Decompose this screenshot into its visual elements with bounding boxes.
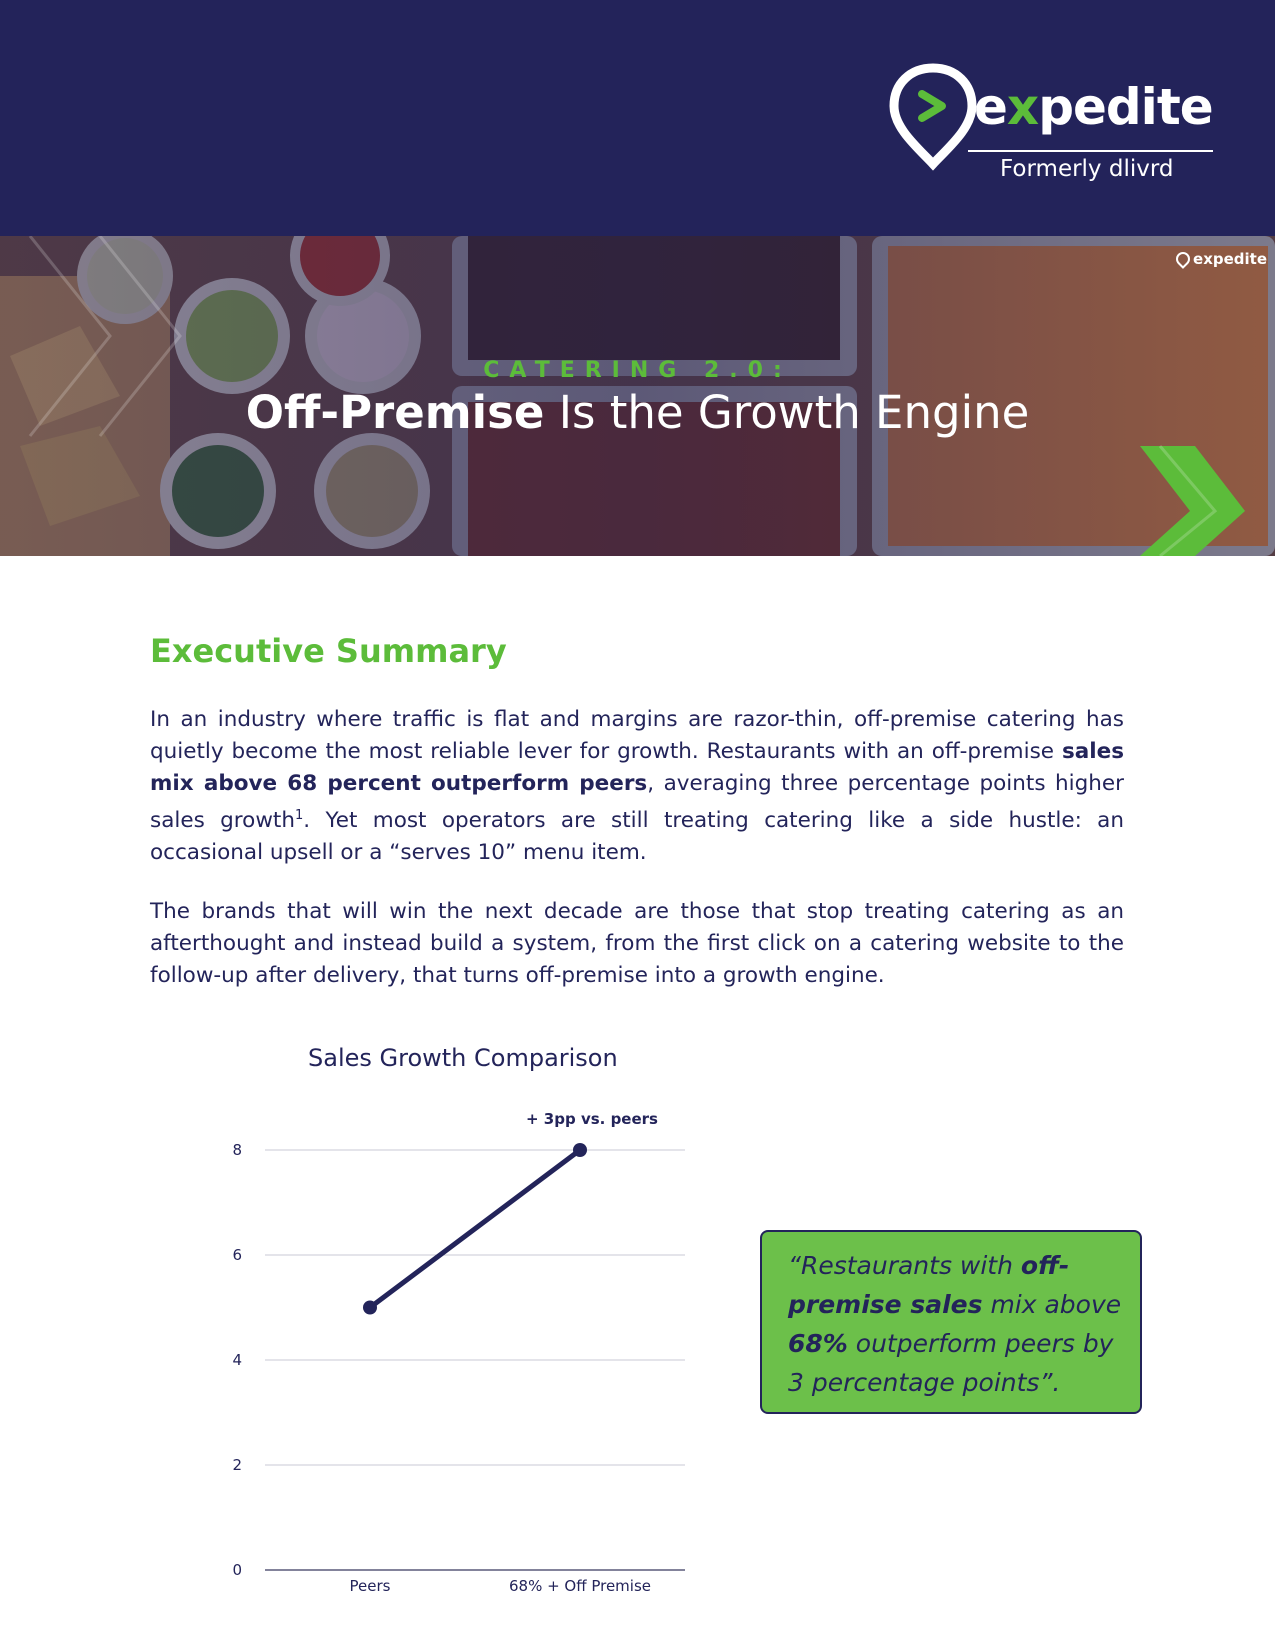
sales-growth-chart <box>220 1100 700 1600</box>
hero-banner <box>0 236 1275 556</box>
header <box>0 0 1275 236</box>
mini-expedite-logo: expedite <box>1176 250 1267 268</box>
series-line <box>370 1150 580 1308</box>
pull-quote-text: “Restaurants with off-premise sales mix above 68% outperform peers by 3 percentage points”. <box>788 1251 1122 1397</box>
expedite-logo <box>888 62 1218 192</box>
y-tick-label: 2 <box>232 1456 242 1474</box>
banner-title: Off-Premise Is the Growth Engine <box>245 386 1030 439</box>
location-pin-icon <box>888 62 978 172</box>
data-point <box>363 1301 377 1315</box>
section-heading: Executive Summary <box>150 632 507 670</box>
x-tick-label: 68% + Off Premise <box>508 1577 652 1595</box>
summary-paragraph-1: In an industry where traffic is flat and margins are razor-thin, off-premise catering has quietly become the most reliable lever for growth. Restaurants with an off-premise sales mix above 68 percent outperform peers, averaging three percentage points higher sales growth$^1$. Yet most operators are still treating catering like a side hustle: an occasional upsell or a “serves 10” menu item. <box>150 707 1125 866</box>
logo-tagline: Formerly dlivrd <box>1000 156 1174 182</box>
y-tick-label: 6 <box>232 1246 242 1264</box>
mini-pin-icon <box>1173 249 1193 269</box>
logo-divider <box>968 150 1213 152</box>
y-tick-label: 8 <box>232 1141 242 1159</box>
pull-quote-box <box>760 1230 1142 1414</box>
logo-wordmark: expedite <box>974 78 1213 136</box>
x-tick-label: Peers <box>349 1577 391 1595</box>
data-point <box>573 1143 587 1157</box>
y-tick-label: 4 <box>232 1351 242 1369</box>
summary-paragraph-2: The brands that will win the next decade are those that stop treating catering as an afterthought and instead build a system, from the first click on a catering website to the follow-up after delivery, that turns off-premise into a growth engine. <box>150 899 1124 988</box>
y-tick-label: 0 <box>232 1561 242 1579</box>
chart-title: Sales Growth Comparison <box>308 1044 618 1072</box>
banner-kicker: CATERING 2.0: <box>483 358 792 383</box>
chart-annotation: + 3pp vs. peers <box>526 1110 658 1128</box>
